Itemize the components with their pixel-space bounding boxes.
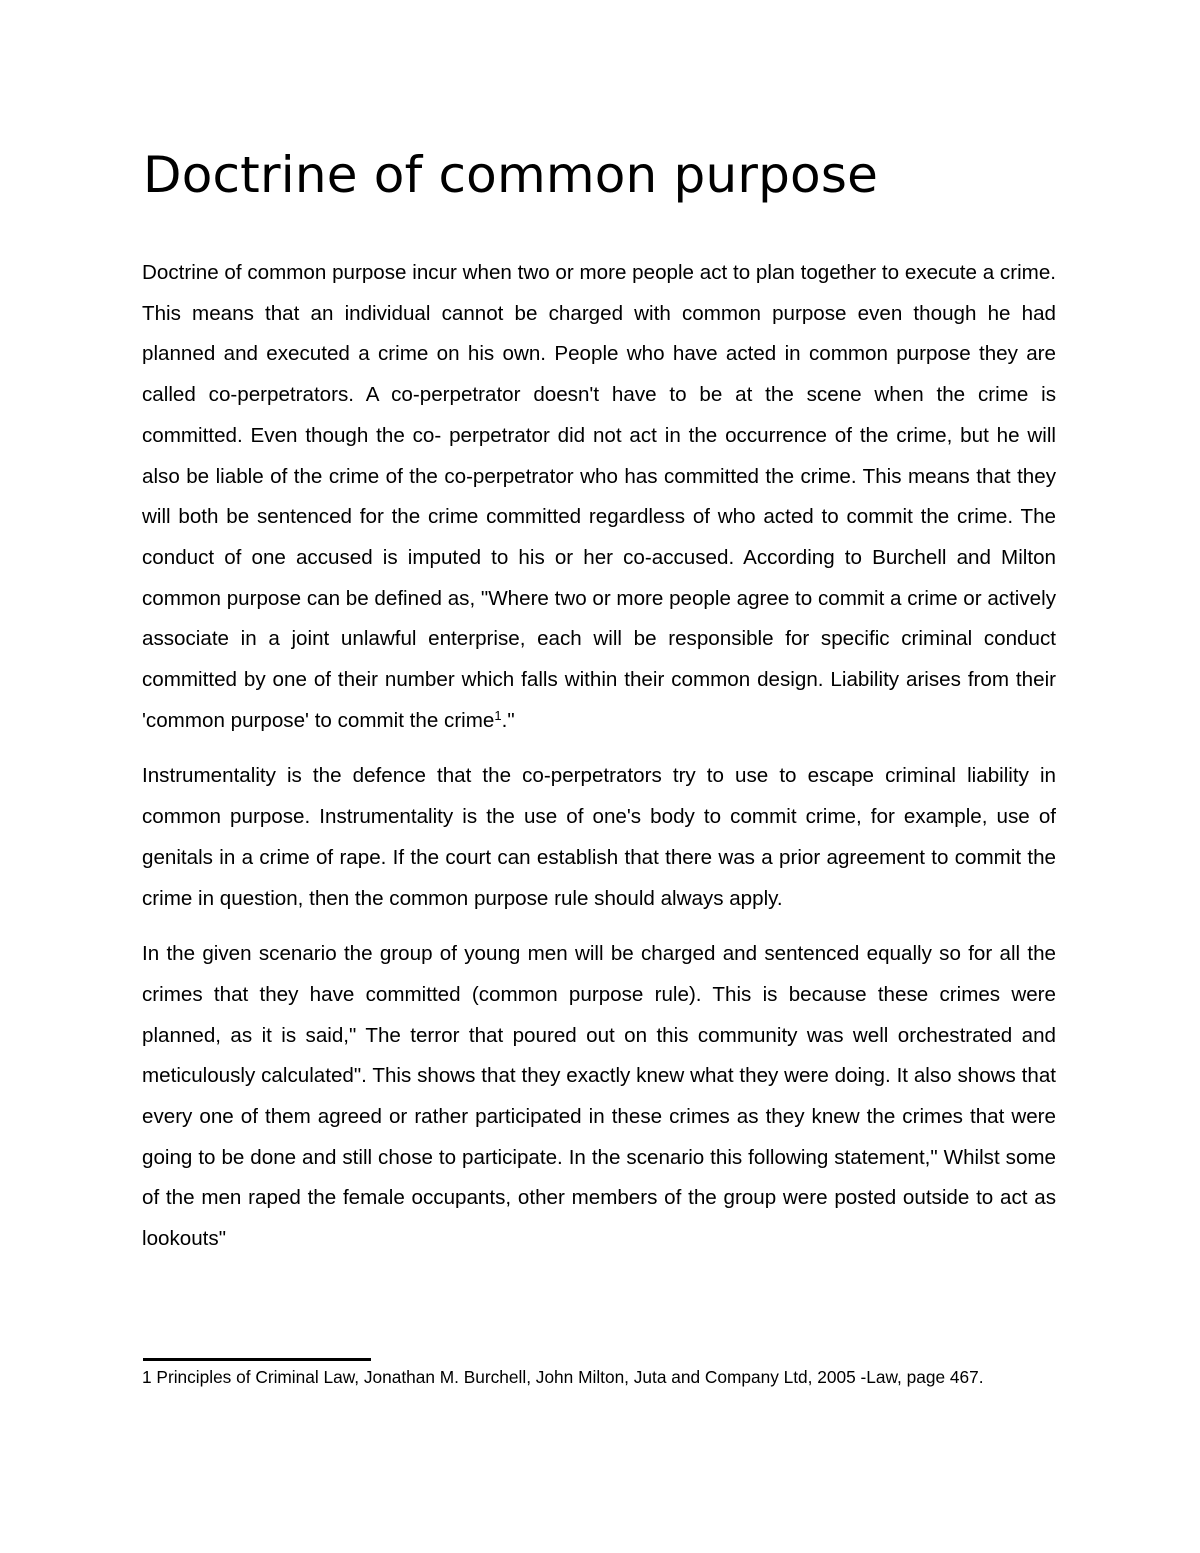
paragraph-text: Doctrine of common purpose incur when two or more people act to plan together to execute a crime. This means that an individual cannot be charged with common purpose even though he had planned and executed a crime on his own. People who have acted in common purpose they are called co-perpetrators. A co-perpetrator doesn't have to be at the scene when the crime is committed. Even though the co- perpetrator did not act in the occurrence of the crime, but he will also be liable of the crime of the co-perpetrator who has committed the crime. This means that they will both be sentenced for the crime committed regardless of who acted to commit the crime. The conduct of one accused is imputed to his or her co-accused. According to Burchell and Milton common purpose can be defined as, "Where two or more people agree to commit a crime or actively associate in a joint unlawful enterprise, each will be responsible for specific criminal conduct committed by one of their number which falls within their common design. Liability arises from their 'common purpose' to commit the crime bbox=[142, 261, 1056, 732]
footnote-separator bbox=[143, 1358, 371, 1361]
paragraph-definition bbox=[142, 253, 1056, 741]
paragraph-instrumentality: Instrumentality is the defence that the co-perpetrators try to use to escape criminal liability in common purpose. Instrumentality is the use of one's body to commit crime, for example, use of genitals in a crime of rape. If the court can establish that there was a prior agreement to commit the crime in question, then the common purpose rule should always apply. bbox=[142, 764, 1056, 910]
body-text bbox=[142, 253, 1056, 1275]
footnote-text: 1 Principles of Criminal Law, Jonathan M. Burchell, John Milton, Juta and Company Ltd, 2005 -Law, page 467. bbox=[142, 1367, 984, 1387]
page-title: Doctrine of common purpose bbox=[143, 146, 879, 204]
paragraph-text-end: ." bbox=[501, 708, 515, 732]
footnote-reference[interactable]: 1 bbox=[494, 707, 502, 723]
paragraph-scenario: In the given scenario the group of young men will be charged and sentenced equally so for all the crimes that they have committed (common purpose rule). This is because these crimes were planned, as it is said," The terror that poured out on this community was well orchestrated and meticulously calculated". This shows that they exactly knew what they were doing. It also shows that every one of them agreed or rather participated in these crimes as they knew the crimes that were going to be done and still chose to participate. In the scenario this following statement," Whilst some of the men raped the female occupants, other members of the group were posted outside to act as lookouts" bbox=[142, 942, 1056, 1251]
